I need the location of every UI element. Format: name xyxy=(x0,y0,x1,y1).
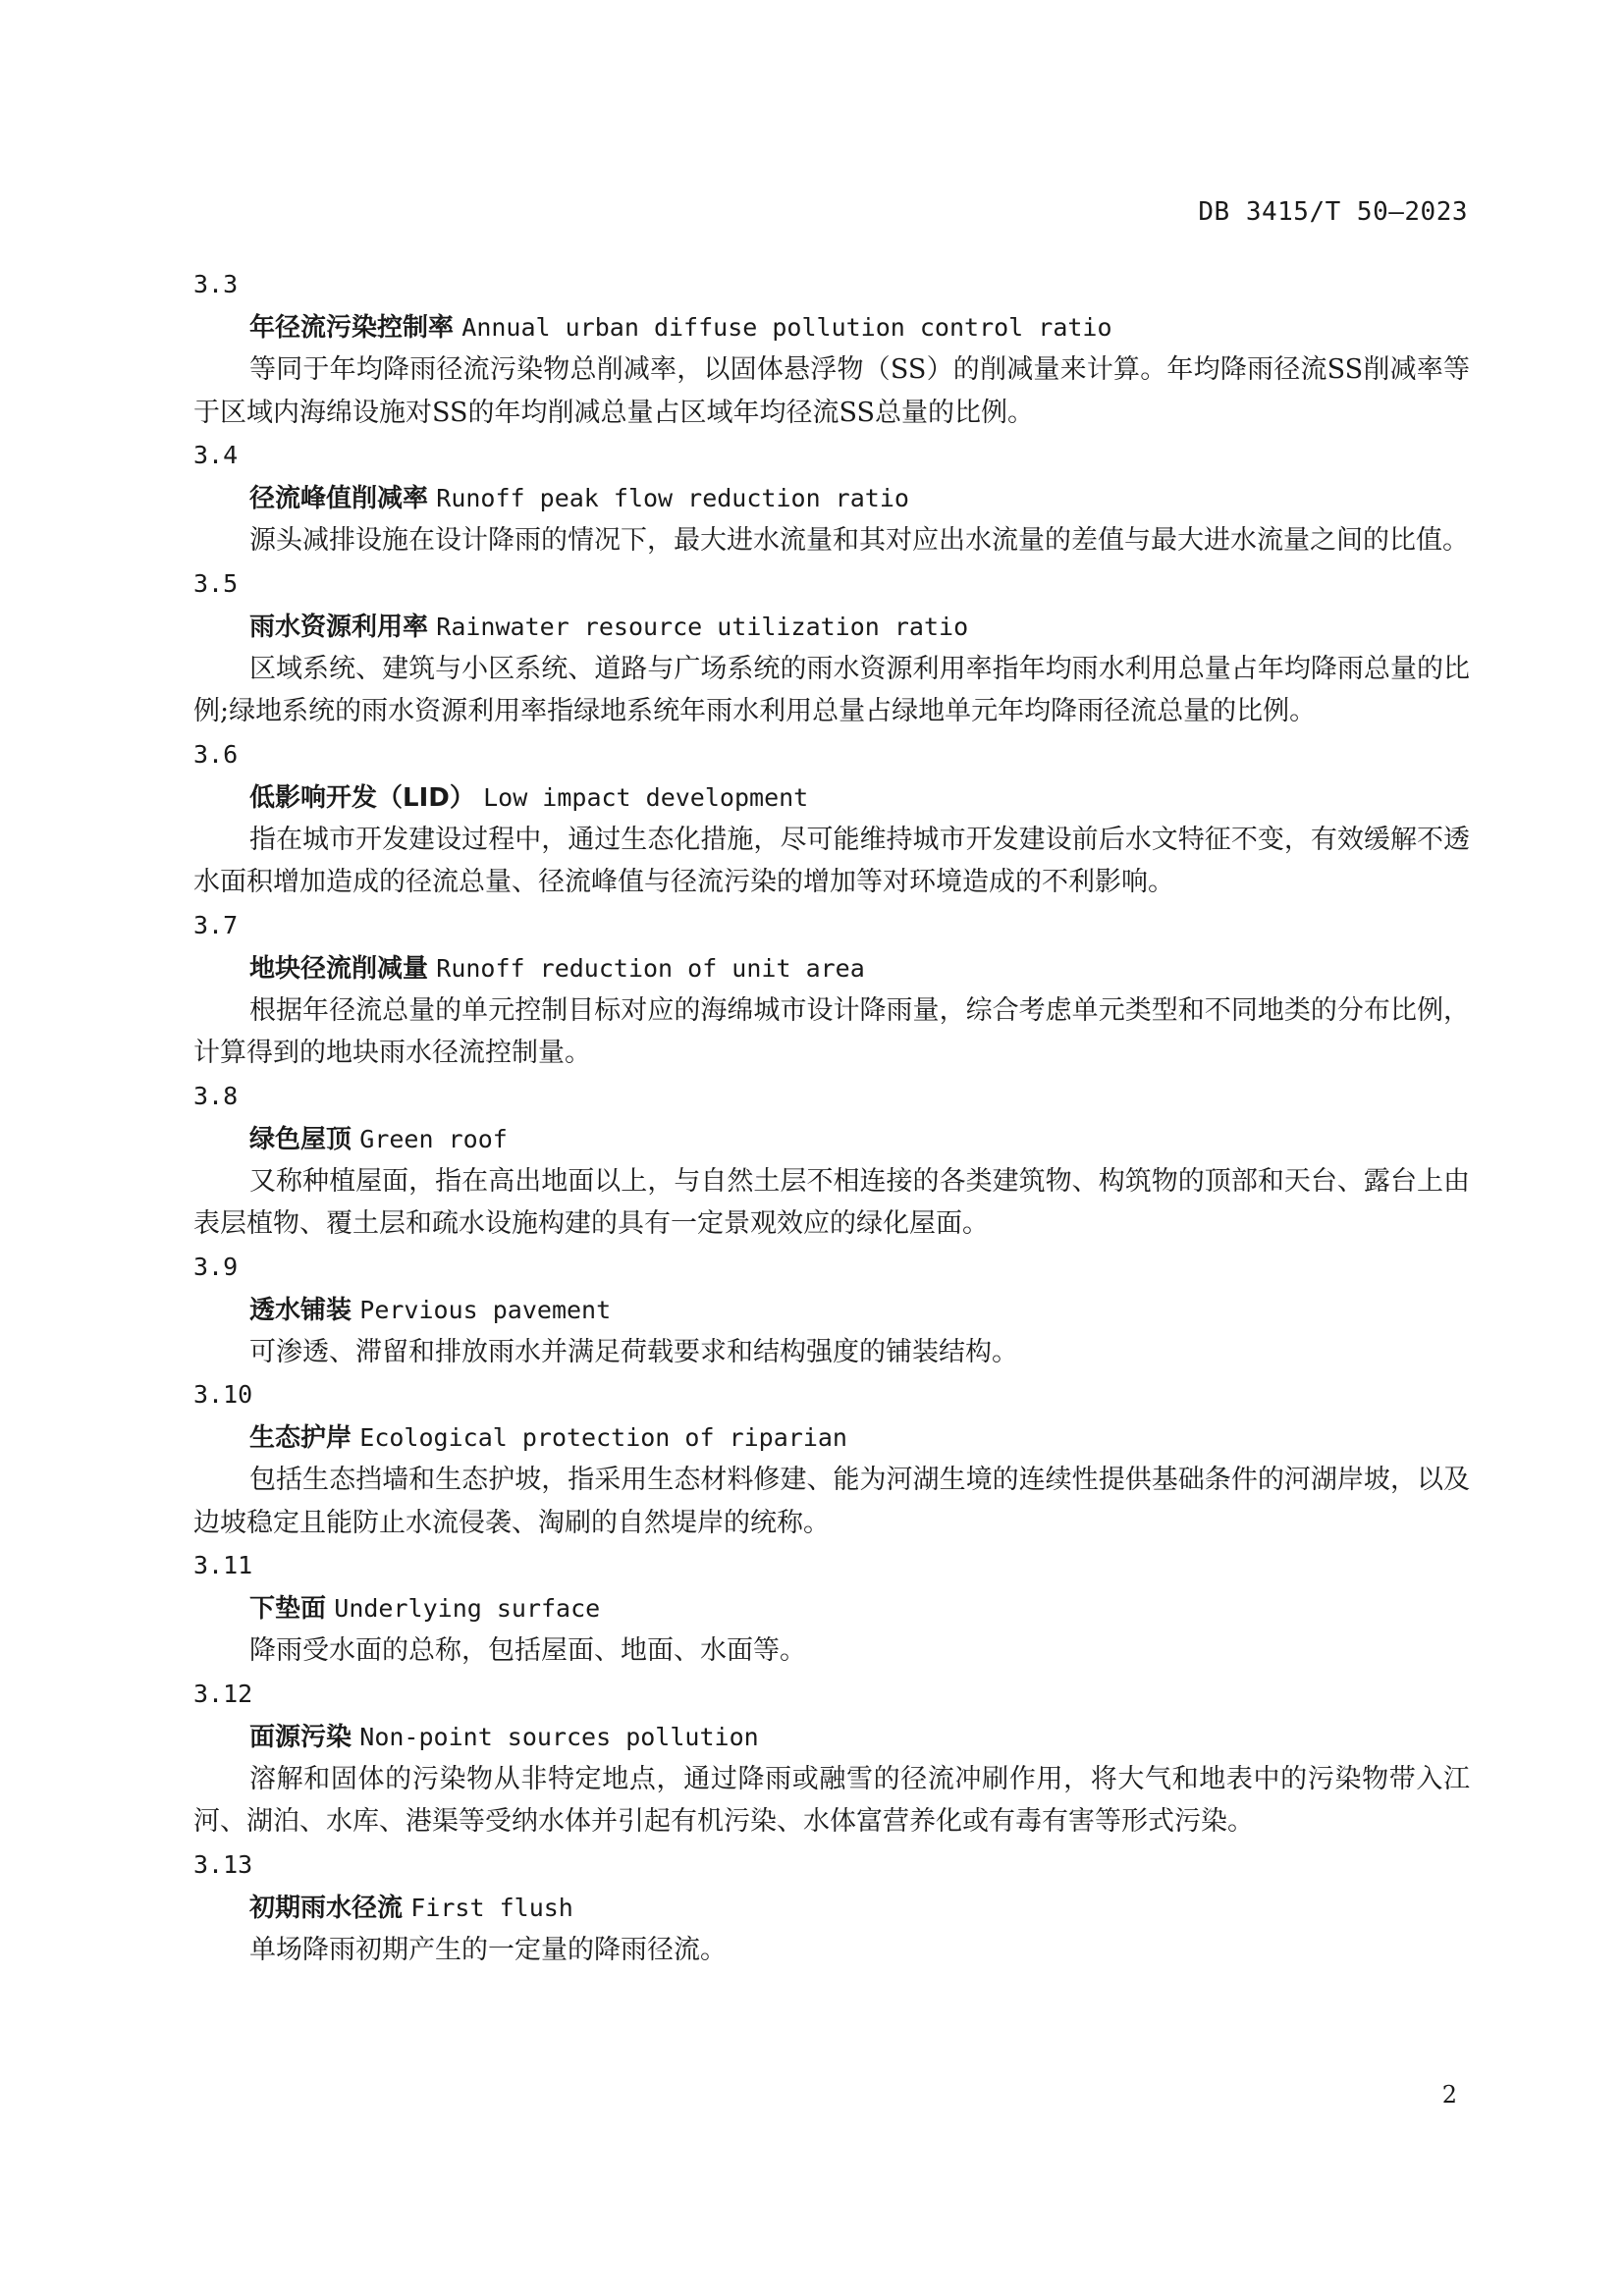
term-name-en: Runoff peak flow reduction ratio xyxy=(436,484,909,512)
term-name-zh: 面源污染 xyxy=(249,1722,352,1752)
term-number: 3.7 xyxy=(193,910,239,939)
term-number: 3.4 xyxy=(193,441,239,469)
term-number: 3.12 xyxy=(193,1679,253,1708)
term-name-zh: 低影响开发（LID） xyxy=(249,782,475,813)
term-entry xyxy=(193,1373,1470,1544)
term-definition: 单场降雨初期产生的一定量的降雨径流。 xyxy=(249,1934,727,1965)
term-definition: 源头减排设施在设计降雨的情况下，最大进水流量和其对应出水流量的差值与最大进水流量之间的比值。 xyxy=(249,525,1469,556)
term-name-en: Low impact development xyxy=(483,782,809,812)
term-title xyxy=(193,606,1470,648)
term-name-en: Green roof xyxy=(359,1124,508,1153)
term-name-zh: 生态护岸 xyxy=(249,1423,352,1453)
term-entry xyxy=(193,1843,1470,1972)
term-name-zh: 雨水资源利用率 xyxy=(249,612,429,642)
term-title xyxy=(193,1887,1470,1929)
term-number: 3.9 xyxy=(193,1252,239,1281)
terms-section xyxy=(193,263,1470,1971)
term-definition: 又称种植屋面，指在高出地面以上，与自然土层不相连接的各类建筑物、构筑物的顶部和天台、露台上由表层植物、覆土层和疏水设施构建的具有一定景观效应的绿化屋面。 xyxy=(193,1165,1470,1239)
term-title xyxy=(193,776,1470,819)
term-name-en: Runoff reduction of unit area xyxy=(436,953,865,983)
term-name-en: Pervious pavement xyxy=(359,1295,612,1324)
term-definition: 根据年径流总量的单元控制目标对应的海绵城市设计降雨量，综合考虑单元类型和不同地类的分布比例，计算得到的地块雨水径流控制量。 xyxy=(193,994,1470,1068)
term-entry xyxy=(193,263,1470,434)
term-title xyxy=(193,1587,1470,1629)
document-code: DB 3415/T 50—2023 xyxy=(1198,197,1468,227)
term-number: 3.13 xyxy=(193,1849,253,1879)
term-entry xyxy=(193,434,1470,562)
page-number: 2 xyxy=(1441,2081,1457,2109)
term-definition: 指在城市开发建设过程中，通过生态化措施，尽可能维持城市开发建设前后水文特征不变，有效缓解不透水面积增加造成的径流总量、径流峰值与径流污染的增加等对环境造成的不利影响。 xyxy=(193,824,1470,897)
term-name-zh: 下垫面 xyxy=(249,1594,327,1624)
term-name-zh: 透水铺装 xyxy=(249,1295,352,1325)
term-number: 3.8 xyxy=(193,1081,239,1110)
term-name-zh: 初期雨水径流 xyxy=(249,1893,404,1923)
term-entry xyxy=(193,1246,1470,1374)
term-name-en: Underlying surface xyxy=(334,1594,601,1623)
term-number: 3.5 xyxy=(193,568,239,598)
term-title xyxy=(193,477,1470,519)
term-name-en: First flush xyxy=(410,1893,573,1922)
term-name-zh: 年径流污染控制率 xyxy=(249,313,455,343)
term-entry xyxy=(193,1075,1470,1246)
term-number: 3.6 xyxy=(193,739,239,769)
term-title xyxy=(193,1716,1470,1758)
term-name-en: Rainwater resource utilization ratio xyxy=(436,612,969,641)
term-title xyxy=(193,1289,1470,1331)
term-title xyxy=(193,947,1470,989)
term-definition: 溶解和固体的污染物从非特定地点，通过降雨或融雪的径流冲刷作用，将大气和地表中的污染物带入江河、湖泊、水库、港渠等受纳水体并引起有机污染、水体富营养化或有毒有害等形式污染。 xyxy=(193,1763,1470,1837)
term-entry xyxy=(193,1673,1470,1843)
term-definition: 等同于年均降雨径流污染物总削减率，以固体悬浮物（SS）的削减量来计算。年均降雨径流SS削减率等于区域内海绵设施对SS的年均削减总量占区域年均径流SS总量的比例。 xyxy=(193,354,1470,428)
term-name-en: Annual urban diffuse pollution control ratio xyxy=(461,313,1112,342)
term-title xyxy=(193,1118,1470,1160)
term-definition: 包括生态挡墙和生态护坡，指采用生态材料修建、能为河湖生境的连续性提供基础条件的河湖岸坡，以及边坡稳定且能防止水流侵袭、淘刷的自然堤岸的统称。 xyxy=(193,1465,1470,1538)
term-name-zh: 地块径流削减量 xyxy=(249,953,429,984)
term-number: 3.10 xyxy=(193,1380,253,1409)
term-title xyxy=(193,1416,1470,1459)
term-number: 3.11 xyxy=(193,1551,253,1579)
term-entry xyxy=(193,562,1470,733)
term-name-en: Non-point sources pollution xyxy=(359,1722,759,1751)
term-definition: 降雨受水面的总称，包括屋面、地面、水面等。 xyxy=(249,1635,806,1666)
term-entry xyxy=(193,733,1470,904)
term-definition: 区域系统、建筑与小区系统、道路与广场系统的雨水资源利用率指年均雨水利用总量占年均降雨总量的比例;绿地系统的雨水资源利用率指绿地系统年雨水利用总量占绿地单元年均降雨径流总量的比例。 xyxy=(193,653,1470,726)
term-entry xyxy=(193,904,1470,1075)
term-title xyxy=(193,306,1470,348)
term-name-zh: 径流峰值削减率 xyxy=(249,484,429,513)
term-entry xyxy=(193,1544,1470,1673)
term-definition: 可渗透、滞留和排放雨水并满足荷载要求和结构强度的铺装结构。 xyxy=(249,1336,1018,1367)
term-name-en: Ecological protection of riparian xyxy=(359,1423,847,1452)
term-name-zh: 绿色屋顶 xyxy=(249,1124,352,1154)
term-number: 3.3 xyxy=(193,270,239,298)
